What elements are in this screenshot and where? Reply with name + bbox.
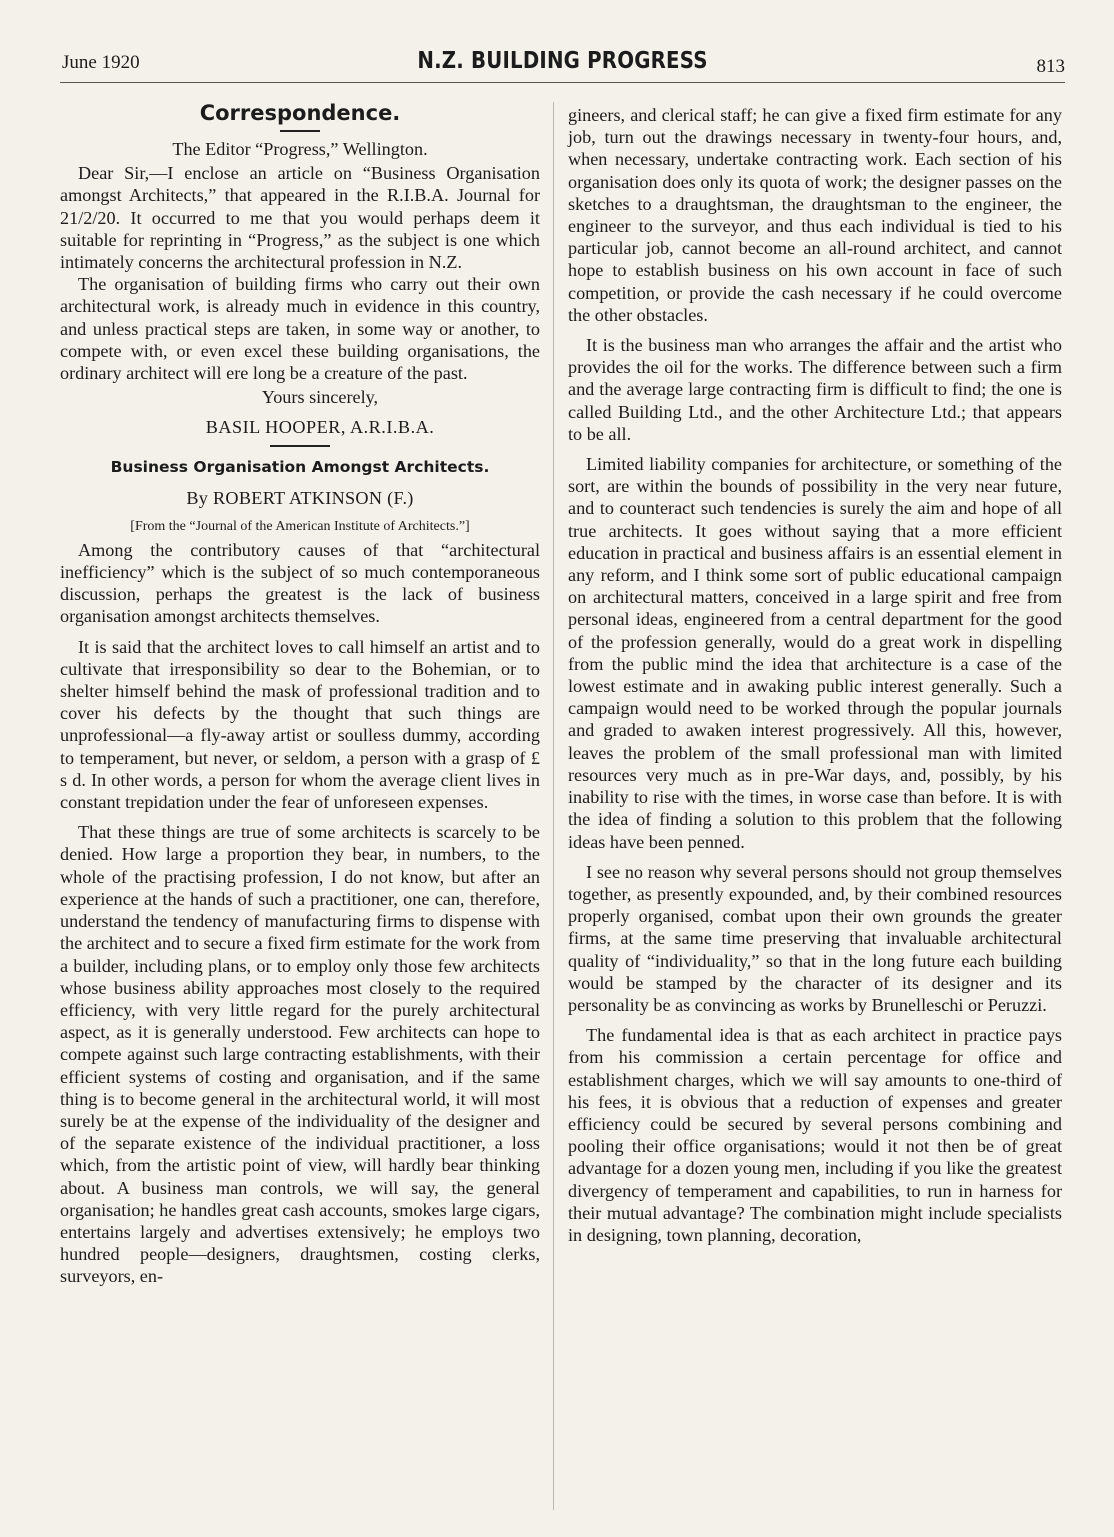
- article-paragraph: I see no reason why several persons should not group themselves together, as presently expounded, and, by their combined resources properly organised, combat upon their own grounds the greater firms, at the same time preserving that invaluable architectural quality of “individuality,” so that in the long future each building would be stamped by the character of its designer and its personality be as convincing as works by Brunelleschi or Peruzzi.: [568, 861, 1062, 1015]
- letter-closing: Yours sincerely,: [261, 387, 379, 408]
- left-column: [60, 100, 540, 1288]
- letter-paragraph: The organisation of building firms who carry out their own architectural work, is already much in evidence in this country, and unless practical steps are taken, in some way or another, to compete with, or even excel these building organisations, the ordinary architect will ere long be a creature of the past.: [60, 274, 540, 384]
- article-title: Business Organisation Amongst Architects.: [110, 457, 490, 476]
- issue-date: June 1920: [62, 52, 140, 73]
- article-byline: By ROBERT ATKINSON (F.): [186, 487, 414, 508]
- article-source: [From the “Journal of the American Institute of Architects.”]: [130, 518, 470, 534]
- article-paragraph: gineers, and clerical staff; he can give a fixed firm estimate for any job, turn out the drawings necessary in twenty-four hours, and, when necessary, undertake contracting work. Each section of his organisation does only its quota of work; the designer passes on the sketches to a draughtsman, the draughtsman to the engineer, the engineer to the surveyor, and thus each individual is tied to his particular job, cannot become an all-round architect, and cannot hope to establish business on his own account in face of such competition, or provide the cash necessary if he could overcome the other obstacles.: [568, 105, 1062, 325]
- publication-title: N.Z. BUILDING PROGRESS: [417, 48, 708, 74]
- article-paragraph: Among the contributory causes of that “architectural inefficiency” which is the subject of so much contemporaneous discussion, perhaps the greatest is the lack of business organisation amongst architects themselves.: [60, 539, 540, 627]
- correspondence-title: Correspondence.: [199, 101, 401, 125]
- article-paragraph: It is the business man who arranges the affair and the artist who provides the oil for the works. The difference between such a firm and the average large contracting firm is difficult to find; the one is called Building Ltd., and the other Architecture Ltd.; that appears to be all.: [568, 335, 1062, 444]
- section-rule: [270, 445, 330, 447]
- article-paragraph: Limited liability companies for architecture, or something of the sort, are within the bounds of possibility in the very near future, and to counteract such tendencies is surely the aim and hope of all true architects. It goes without saying that a more efficient education in practical and business affairs is an essential element in any reform, and I think some sort of public educational campaign on architectural matters, conceived in a large spirit and free from personal ideas, engineered from a central department for the good of the profession generally, would do a great work in dispelling from the public mind the idea that architecture is a case of the lowest estimate and in awaking public interest generally. Such a campaign would need to be worked through the popular journals and graded to awaken interest progressively. All this, however, leaves the problem of the small professional man with limited resources very much as in pre-War days, and, possibly, by his inability to rise with the times, in worse case than before. It is with the idea of finding a solution to this problem that the following ideas have been penned.: [568, 454, 1062, 852]
- running-header: [60, 46, 1065, 86]
- article-paragraph: That these things are true of some architects is scarcely to be denied. How large a proportion they bear, in numbers, to the whole of the practising profession, I do not know, but after an experience at the hands of such a practitioner, one can, therefore, understand the tendency of manufacturing firms to dispense with the architect and to secure a fixed firm estimate for the work from a builder, including plans, or to employ only those few architects whose business ability approaches most closely to the required efficiency, with very little regard for the purely architectural aspect, as it is generally understood. Few architects can hope to compete against such large contracting establishments, with their efficient systems of costing and organisation, and if the same thing is to become general in the architectural world, it will most surely be at the expense of the individuality of the designer and of the separate existence of the individual practitioner, a loss which, from the artistic point of view, will hardly bear thinking about. A business man controls, we will say, the general organisation; he handles great cash accounts, smokes large cigars, entertains largely and advertises extensively; he employs two hundred people—designers, draughtsmen, costing clerks, surveyors, en-: [60, 822, 540, 1287]
- column-divider: [553, 102, 554, 1510]
- article-paragraph: The fundamental idea is that as each architect in practice pays from his commission a certain percentage for office and establishment charges, which we will say amounts to one-third of his fees, it is obvious that a reduction of expenses and greater efficiency could be secured by several persons combining and pooling their office organisations; would it not then be of great advantage for a dozen young men, including if you like the greatest divergency of temperament and capabilities, to run in harness for their mutual advantage? The combination might include specialists in designing, town planning, decoration,: [568, 1025, 1062, 1245]
- page-number: 813: [1036, 56, 1065, 77]
- right-column: [568, 104, 1062, 1246]
- title-rule: [280, 130, 320, 132]
- article-paragraph: It is said that the architect loves to call himself an artist and to cultivate that irresponsibility so dear to the Bohemian, or to shelter himself behind the mask of professional tradition and to cover his defects by the thought that such things are unprofessional—a fly-away artist or soulless dummy, according to temperament, but never, or seldom, a person with a grasp of £ s d. In other words, a person for whom the average client lives in constant trepidation under the fear of unforeseen expenses.: [60, 636, 540, 813]
- letter-paragraph: Dear Sir,—I enclose an article on “Business Organisation amongst Architects,” that appeared in the R.I.B.A. Journal for 21/2/20. It occurred to me that you would perhaps deem it suitable for reprinting in “Progress,” as the subject is one which intimately concerns the architectural profession in N.Z.: [60, 163, 540, 273]
- header-rule: [60, 82, 1065, 83]
- letter-signature: BASIL HOOPER, A.R.I.B.A.: [205, 417, 435, 438]
- letter-addressee: The Editor “Progress,” Wellington.: [172, 139, 428, 159]
